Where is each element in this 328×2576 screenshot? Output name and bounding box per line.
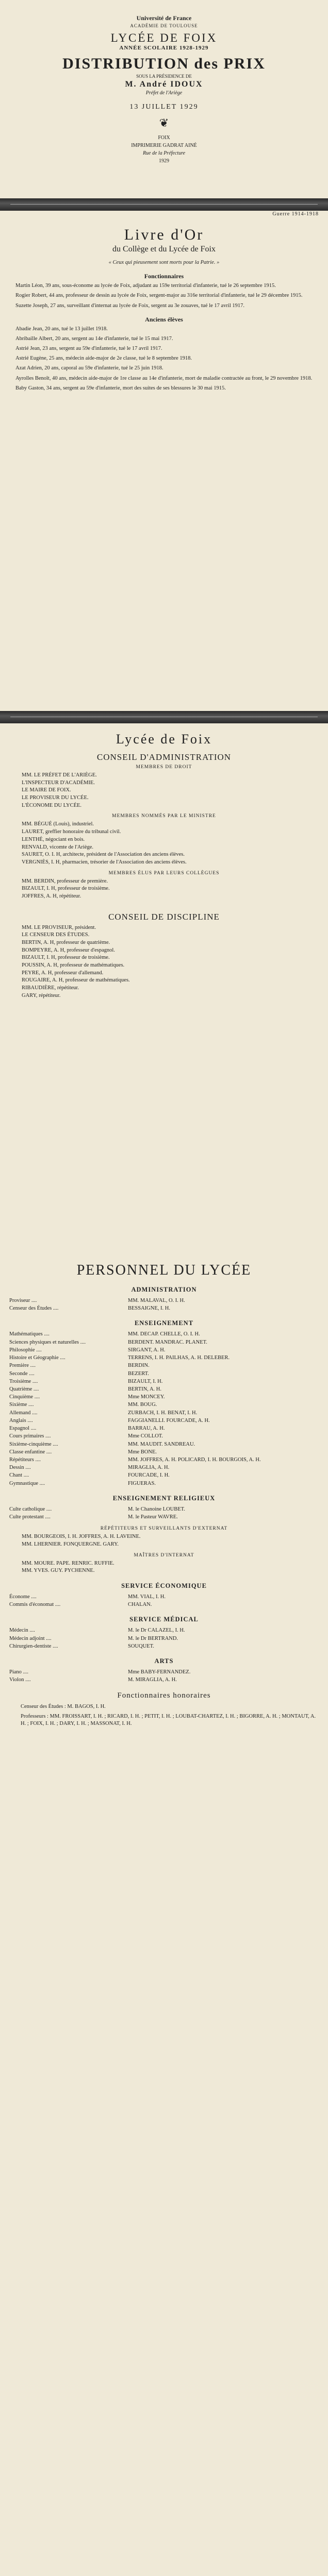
personnel-row-label: Culte protestant ....: [9, 1514, 51, 1520]
member-entry: GARY, répétiteur.: [22, 992, 61, 998]
personnel-row: [9, 1409, 319, 1417]
honoraire-entry: Professeurs : MM. FROISSART, I. H. ; RICARD, I. H. ; PETIT, I. H. ; LOUBAT-CHARTEZ, I. H. ; BIGORRE, A. H. ; MONTAUT, A. H. ; FOIX, I. H. ; DARY, I. H. ; MASSONAT, I. H.: [21, 1713, 316, 1726]
personnel-row-label: Économe ....: [9, 1594, 37, 1600]
arts-list: [9, 1668, 319, 1684]
personnel-title: PERSONNEL DU LYCÉE: [76, 1262, 252, 1278]
printer-name: IMPRIMERIE GADRAT AINÉ: [131, 143, 197, 148]
personnel-row: [9, 1635, 319, 1642]
member-entry: BOMPEYRE, A. H, professeur d'espagnol.: [22, 947, 115, 953]
personnel-row: [9, 1346, 319, 1354]
school-year: ANNÉE SCOLAIRE 1928-1929: [119, 45, 209, 51]
economique-list: [9, 1593, 319, 1608]
personnel-row-value: SIRGANT, A. H.: [128, 1347, 166, 1353]
personnel-row-label: Proviseur ....: [9, 1298, 37, 1303]
personnel-row: [9, 1370, 319, 1378]
enseignement-list: [9, 1330, 319, 1487]
students-heading: Anciens élèves: [145, 315, 183, 323]
personnel-row-label: Philosophie ....: [9, 1347, 42, 1353]
personnel-row: [9, 1425, 319, 1432]
administration-list: [9, 1297, 319, 1312]
personnel-row-value: M. le Pasteur WAVRE.: [128, 1514, 178, 1520]
personnel-row-value: BEZERT.: [128, 1370, 149, 1377]
president-title: Préfet de l'Ariège: [145, 90, 183, 96]
member-entry: MM. LE PRÉFET DE L'ARIÈGE.: [22, 772, 97, 778]
staff-entry: Rogier Robert, 44 ans, professeur de dessin au lycée de Foix, sergent-major au 316e territorial d'infanterie, tué le 29 décembre 1915.: [15, 293, 303, 299]
personnel-row: [9, 1626, 319, 1634]
personnel-row-label: Quatrième ....: [9, 1386, 39, 1392]
personnel-row-value: MM. JOFFRES, A. H. POLICARD, I. H. BOURGOIS, A. H.: [128, 1456, 261, 1463]
discipline-council-heading: CONSEIL DE DISCIPLINE: [108, 911, 220, 922]
personnel-row-label: Chirurgien-dentiste ....: [9, 1643, 58, 1649]
personnel-row-value: FAGGIANELLI. FOURCADE, A. H.: [128, 1417, 210, 1423]
personnel-row-value: BERDENT. MANDRAC. PLANET.: [128, 1339, 207, 1345]
cover-page: [9, 0, 319, 196]
personnel-row-value: M. le Dr CALAZEL, I. H.: [128, 1628, 185, 1634]
personnel-row-value: Mme MONCEY.: [128, 1394, 165, 1400]
staff-list: [9, 282, 319, 310]
personnel-row: [9, 1385, 319, 1393]
students-list: [9, 326, 319, 392]
member-entry: MM. LE PROVISEUR, président.: [22, 924, 96, 930]
personnel-row-value: FIGUERAS.: [128, 1480, 156, 1486]
personnel-row-value: TERRENS, I. H. PAILHAS, A. H. DELEBER.: [128, 1355, 230, 1361]
repetiteurs-label: RÉPÉTITEURS ET SURVEILLANTS D'EXTERNAT: [100, 1526, 228, 1532]
lycee-heading: Lycée de Foix: [116, 732, 212, 747]
personnel-row-label: Seconde ....: [9, 1370, 35, 1377]
member-entry: LENTHÉ, négociant en bois.: [22, 836, 85, 842]
honoraire-entry: Censeur des Études : M. BAGOS, I. H.: [21, 1703, 106, 1709]
personnel-row-label: Classe enfantine ....: [9, 1449, 52, 1455]
personnel-row: [9, 1448, 319, 1456]
livre-subtitle: du Collège et du Lycée de Foix: [112, 245, 216, 253]
maitre-entry: MM. YVES. GUY. PYCHENNE.: [22, 1568, 95, 1574]
printer-address: Rue de la Préfecture: [142, 150, 186, 156]
economique-heading: SERVICE ÉCONOMIQUE: [121, 1582, 207, 1589]
personnel-row: [9, 1304, 319, 1312]
member-entry: POUSSIN, A. H, professeur de mathématiques.: [22, 962, 125, 969]
president-name: M. André IDOUX: [125, 80, 203, 89]
livre-or-page: [9, 211, 319, 395]
personnel-row-label: Répétiteurs ....: [9, 1456, 41, 1463]
personnel-row: [9, 1362, 319, 1369]
student-entry: Astrié Eugène, 25 ans, médecin aide-major de 2e classe, tué le 8 septembre 1918.: [15, 355, 192, 362]
personnel-row-label: Commis d'économat ....: [9, 1602, 61, 1608]
staff-heading: Fonctionnaires: [144, 273, 184, 280]
personnel-row: [9, 1456, 319, 1464]
personnel-row: [9, 1401, 319, 1409]
ornament-icon: ❦: [159, 116, 169, 129]
member-entry: MM. BÉGUÉ (Louis), industriel.: [22, 821, 94, 827]
administration-heading: ADMINISTRATION: [131, 1286, 197, 1293]
personnel-row-label: Cours primaires ....: [9, 1433, 51, 1439]
student-entry: Ayrolles Benoît, 40 ans, médecin aide-major de 1re classe au 14e d'infanterie, mort de maladie contractée au front, le 29 novembre 1918.: [15, 375, 313, 381]
printer-year: 1929: [159, 158, 169, 164]
personnel-row: [9, 1593, 319, 1601]
personnel-row: [9, 1338, 319, 1346]
repetiteur-entry: MM. LHERNIER. FONQUERGNE. GARY.: [22, 1541, 119, 1547]
war-header: Guerre 1914-1918: [272, 211, 319, 217]
honoraires-heading: Fonctionnaires honoraires: [117, 1691, 211, 1700]
member-entry: BERTIN, A. H, professeur de quatrième.: [22, 940, 110, 945]
student-entry: Azat Adrien, 20 ans, caporal au 59e d'infanterie, tué le 25 juin 1918.: [15, 365, 163, 371]
maitres-label: MAÎTRES D'INTERNAT: [134, 1552, 194, 1558]
personnel-row-value: MM. VIAL, I. H.: [128, 1594, 166, 1600]
personnel-row-value: Mme BABY-FERNANDEZ.: [128, 1669, 191, 1675]
personnel-row-label: Sixième-cinquième ....: [9, 1441, 58, 1447]
member-entry: L'INSPECTEUR D'ACADÉMIE.: [22, 779, 95, 786]
university-line: Université de France: [136, 14, 192, 22]
personnel-row: [9, 1354, 319, 1362]
medical-list: [9, 1626, 319, 1650]
personnel-row: [9, 1297, 319, 1304]
personnel-row-value: Mme COLLOT.: [128, 1433, 163, 1439]
personnel-row: [9, 1480, 319, 1487]
ceremony-date: 13 JUILLET 1929: [129, 103, 199, 111]
member-entry: BIZAULT, I. H, professeur de troisième.: [22, 886, 110, 892]
personnel-row-value: M. MIRAGLIA, A. H.: [128, 1677, 177, 1683]
personnel-row: [9, 1642, 319, 1650]
medical-heading: SERVICE MÉDICAL: [129, 1616, 199, 1623]
discipline-members-list: [9, 924, 319, 1000]
enseignement-heading: ENSEIGNEMENT: [134, 1319, 194, 1327]
personnel-row-label: Première ....: [9, 1363, 36, 1369]
personnel-row-label: Espagnol ....: [9, 1426, 37, 1432]
personnel-row: [9, 1417, 319, 1425]
personnel-row: [9, 1464, 319, 1471]
personnel-row-label: Gymnastique ....: [9, 1480, 45, 1486]
personnel-row-value: CHALAN.: [128, 1602, 152, 1608]
member-entry: L'ÉCONOME DU LYCÉE.: [22, 802, 82, 808]
personnel-row-value: BERTIN, A. H.: [128, 1386, 161, 1392]
elected-members-list: [9, 878, 319, 901]
personnel-row-value: BESSAIGNE, I. H.: [128, 1306, 170, 1312]
religieux-heading: ENSEIGNEMENT RELIGIEUX: [112, 1494, 216, 1502]
member-entry: ROUGAIRE, A. H, professeur de mathématiques.: [22, 977, 130, 984]
page-separator: [0, 711, 328, 723]
academy-line: ACADÉMIE DE TOULOUSE: [130, 23, 198, 28]
member-entry: RENVALD, vicomte de l'Ariège.: [22, 844, 94, 850]
personnel-row-value: MM. DECAP. CHELLE, O. I. H.: [128, 1331, 200, 1337]
personnel-row-label: Allemand ....: [9, 1410, 38, 1416]
personnel-row-value: M. le Dr BERTRAND.: [128, 1635, 178, 1641]
personnel-row-label: Dessin ....: [9, 1465, 31, 1471]
personnel-row: [9, 1440, 319, 1448]
page-separator: [0, 198, 328, 211]
admin-members-list: [9, 772, 319, 809]
main-title: DISTRIBUTION des PRIX: [62, 55, 266, 72]
student-entry: Baby Gaston, 34 ans, sergent au 59e d'infanterie, mort des suites de ses blessures le 30 mai 1915.: [15, 385, 226, 391]
member-entry: LE MAIRE DE FOIX.: [22, 787, 71, 793]
personnel-row: [9, 1432, 319, 1440]
personnel-page: [9, 1257, 319, 1730]
personnel-row-label: Anglais ....: [9, 1417, 33, 1423]
maitre-entry: MM. MOURE. PAPE. RENRIC. RUFFIE.: [22, 1560, 114, 1566]
staff-entry: Suzette Joseph, 27 ans, surveillant d'internat au lycée de Foix, sergent au 3e zouaves, tué le 17 avril 1917.: [15, 302, 245, 309]
personnel-row-label: Piano ....: [9, 1669, 29, 1675]
personnel-row: [9, 1471, 319, 1479]
personnel-row-label: Culte catholique ....: [9, 1506, 52, 1512]
student-entry: Astrié Jean, 23 ans, sergent au 59e d'infanterie, tué le 17 avril 1917.: [15, 346, 162, 352]
personnel-row-label: Violon ....: [9, 1677, 31, 1683]
presided-line: SOUS LA PRÉSIDENCE DE: [136, 74, 192, 79]
personnel-row-label: Histoire et Géographie ....: [9, 1355, 65, 1361]
honoraires-list: [9, 1703, 319, 1728]
personnel-row-label: Médecin adjoint ....: [9, 1635, 52, 1641]
member-entry: LE CENSEUR DES ÉTUDES.: [22, 932, 90, 938]
personnel-row-label: Sixième ....: [9, 1402, 34, 1408]
repetiteur-entry: MM. BOURGEOIS, I. H. JOFFRES, A. H. LAVEINE.: [22, 1534, 141, 1540]
personnel-row-value: Mme BONE.: [128, 1449, 157, 1455]
member-entry: SAURET, O. I. H, architecte, président de l'Association des anciens élèves.: [22, 852, 185, 858]
student-entry: Abribaille Albert, 20 ans, sergent au 14e d'infanterie, tué le 15 mai 1917.: [15, 335, 173, 342]
personnel-row: [9, 1378, 319, 1385]
lycee-title: LYCÉE DE FOIX: [110, 31, 218, 44]
member-entry: BIZAULT, I. H, professeur de troisième.: [22, 955, 110, 961]
admin-council-heading: CONSEIL D'ADMINISTRATION: [96, 752, 232, 762]
personnel-row-label: Sciences physiques et naturelles ....: [9, 1339, 86, 1345]
personnel-row-value: MM. MALAVAL, O. I. H.: [128, 1298, 185, 1303]
personnel-row-value: MM. MAUDIT. SANDREAU.: [128, 1441, 195, 1447]
religieux-list: [9, 1505, 319, 1521]
conseil-page: [9, 726, 319, 1000]
personnel-row-label: Censeur des Études ....: [9, 1306, 59, 1312]
personnel-row-value: MM. BOUG.: [128, 1402, 157, 1408]
personnel-row: [9, 1668, 319, 1676]
member-entry: VERGNIÈS, I. H, pharmacien, trésorier de l'Association des anciens élèves.: [22, 859, 187, 865]
personnel-row: [9, 1676, 319, 1684]
personnel-row-value: MIRAGLIA, A. H.: [128, 1465, 170, 1471]
student-entry: Abadie Jean, 20 ans, tué le 13 juillet 1918.: [15, 326, 108, 332]
staff-entry: Martin Léon, 39 ans, sous-économe au lycée de Foix, adjudant au 159e territorial d'infanterie, tué le 26 septembre 1915.: [15, 283, 276, 289]
personnel-row-value: BIZAULT, I. H.: [128, 1378, 163, 1384]
elected-members-label: MEMBRES ÉLUS PAR LEURS COLLÈGUES: [108, 870, 220, 876]
personnel-row: [9, 1505, 319, 1513]
personnel-row-label: Troisième ....: [9, 1378, 38, 1384]
personnel-row-label: Mathématiques ....: [9, 1331, 50, 1337]
personnel-row-label: Cinquième ....: [9, 1394, 40, 1400]
member-entry: MM. BERDIN, professeur de première.: [22, 878, 108, 884]
personnel-row-value: FOURCADE, I. H.: [128, 1472, 170, 1479]
personnel-row: [9, 1601, 319, 1608]
ministry-members-list: [9, 821, 319, 866]
livre-quote: « Ceux qui pieusement sont morts pour la Patrie. »: [108, 260, 220, 265]
personnel-row: [9, 1330, 319, 1338]
personnel-row-value: SOUQUET.: [128, 1643, 154, 1649]
repetiteurs-list: [9, 1533, 319, 1548]
member-entry: RIBAUDIÈRE, répétiteur.: [22, 985, 79, 991]
members-de-droit-label: MEMBRES DE DROIT: [136, 765, 192, 770]
arts-heading: ARTS: [154, 1657, 174, 1665]
livre-title: Livre d'Or: [124, 226, 204, 243]
member-entry: LE PROVISEUR DU LYCÉE.: [22, 795, 89, 801]
member-entry: PEYRE, A. H, professeur d'allemand.: [22, 970, 104, 976]
member-entry: LAURET, greffier honoraire du tribunal civil.: [22, 829, 121, 835]
personnel-row: [9, 1393, 319, 1401]
printer-city: FOIX: [158, 135, 170, 141]
personnel-row-label: Chant ....: [9, 1472, 29, 1479]
personnel-row-value: ZURBACH, I. H. BENAT, I. H.: [128, 1410, 198, 1416]
personnel-row: [9, 1513, 319, 1521]
personnel-row-value: M. le Chanoine LOUBET.: [128, 1506, 185, 1512]
personnel-row-value: BERDIN.: [128, 1363, 150, 1369]
ministry-members-label: MEMBRES NOMMÉS PAR LE MINISTRE: [112, 814, 216, 819]
member-entry: JOFFRES, A. H, répétiteur.: [22, 893, 81, 899]
maitres-list: [9, 1560, 319, 1575]
personnel-row-label: Médecin ....: [9, 1628, 35, 1634]
personnel-row-value: BARRAU, A. H.: [128, 1426, 165, 1432]
